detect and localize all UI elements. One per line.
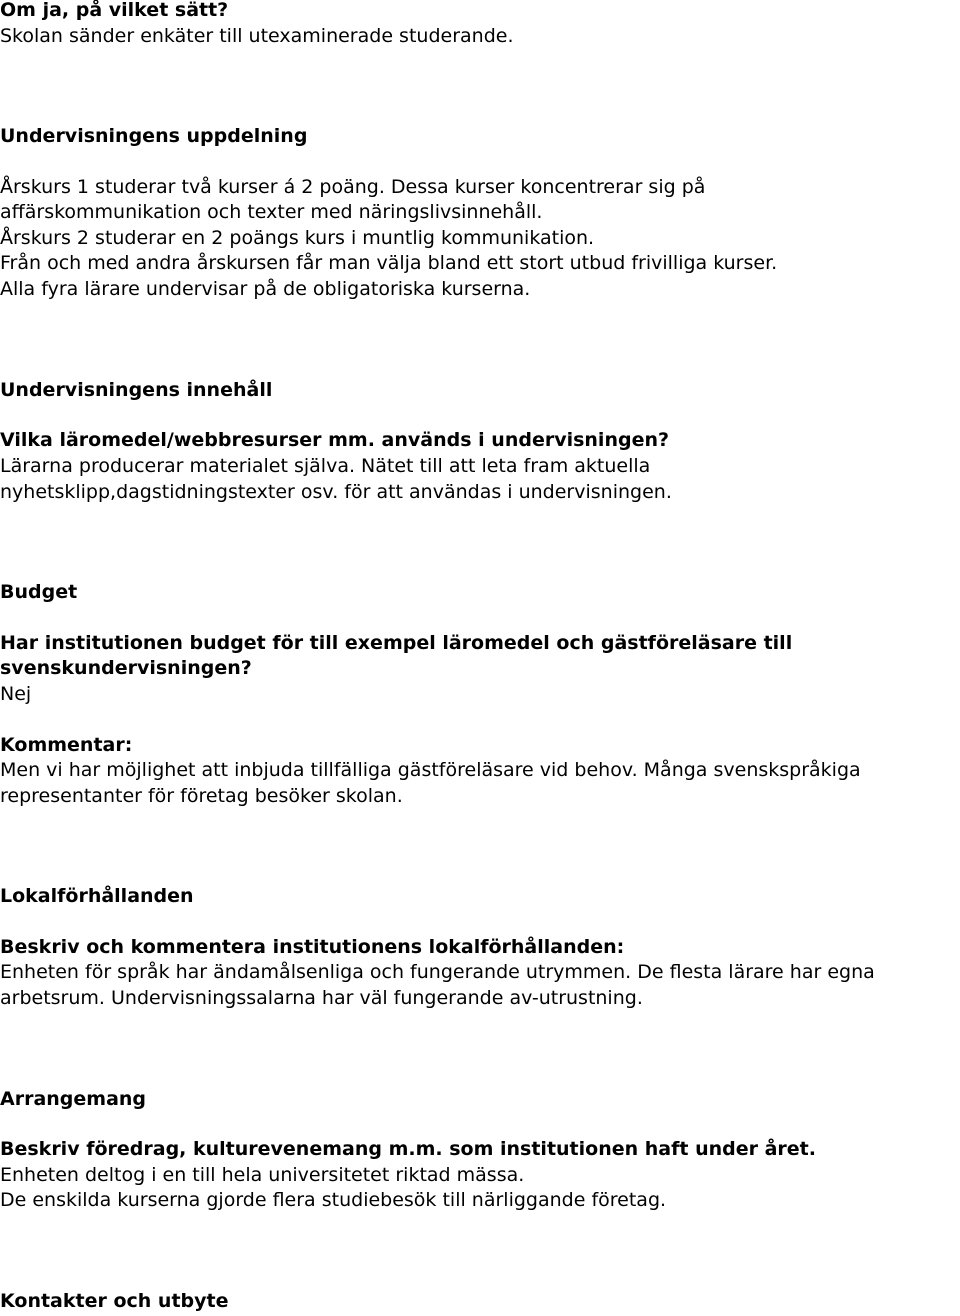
comment-line: Men vi har möjlighet att inbjuda tillfälliga gästföreläsare vid behov. Många svenskspråkiga [0, 759, 861, 781]
heading-lokal: Lokalförhållanden [0, 885, 194, 907]
uppdelning-line: Från och med andra årskursen får man välja bland ett stort utbud frivilliga kurser. [0, 252, 778, 274]
heading-kontakter: Kontakter och utbyte [0, 1290, 229, 1312]
question-budget: svenskundervisningen? [0, 657, 252, 679]
answer-budget: Nej [0, 683, 32, 705]
lokal-line: Enheten för språk har ändamålsenliga och fungerande utrymmen. De flesta lärare har egna [0, 961, 875, 983]
uppdelning-line: affärskommunikation och texter med näringslivsinnehåll. [0, 201, 543, 223]
question-lokal: Beskriv och kommentera institutionens lokalförhållanden: [0, 936, 625, 958]
question-om-ja: Om ja, på vilket sätt? [0, 0, 229, 21]
uppdelning-line: Årskurs 1 studerar två kurser á 2 poäng. Dessa kurser koncentrerar sig på [0, 176, 706, 198]
lokal-line: arbetsrum. Undervisningssalarna har väl fungerande av-utrustning. [0, 987, 643, 1009]
answer-om-ja: Skolan sänder enkäter till utexaminerade studerande. [0, 25, 514, 47]
innehall-line: Lärarna producerar materialet själva. Nätet till att leta fram aktuella [0, 455, 651, 477]
comment-line: representanter för företag besöker skolan. [0, 785, 403, 807]
heading-budget: Budget [0, 581, 78, 603]
question-budget: Har institutionen budget för till exempel läromedel och gästföreläsare till [0, 632, 793, 654]
uppdelning-line: Årskurs 2 studerar en 2 poängs kurs i muntlig kommunikation. [0, 227, 595, 249]
heading-innehall: Undervisningens innehåll [0, 379, 273, 401]
heading-uppdelning: Undervisningens uppdelning [0, 125, 308, 147]
arrangemang-line: De enskilda kurserna gjorde flera studiebesök till närliggande företag. [0, 1189, 667, 1211]
uppdelning-line: Alla fyra lärare undervisar på de obligatoriska kurserna. [0, 278, 531, 300]
innehall-line: nyhetsklipp,dagstidningstexter osv. för att användas i undervisningen. [0, 481, 672, 503]
heading-arrangemang: Arrangemang [0, 1088, 147, 1110]
question-innehall: Vilka läromedel/webbresurser mm. används i undervisningen? [0, 429, 670, 451]
arrangemang-line: Enheten deltog i en till hela universitetet riktad mässa. [0, 1164, 525, 1186]
question-arrangemang: Beskriv föredrag, kulturevenemang m.m. som institutionen haft under året. [0, 1138, 816, 1160]
comment-label: Kommentar: [0, 734, 133, 756]
